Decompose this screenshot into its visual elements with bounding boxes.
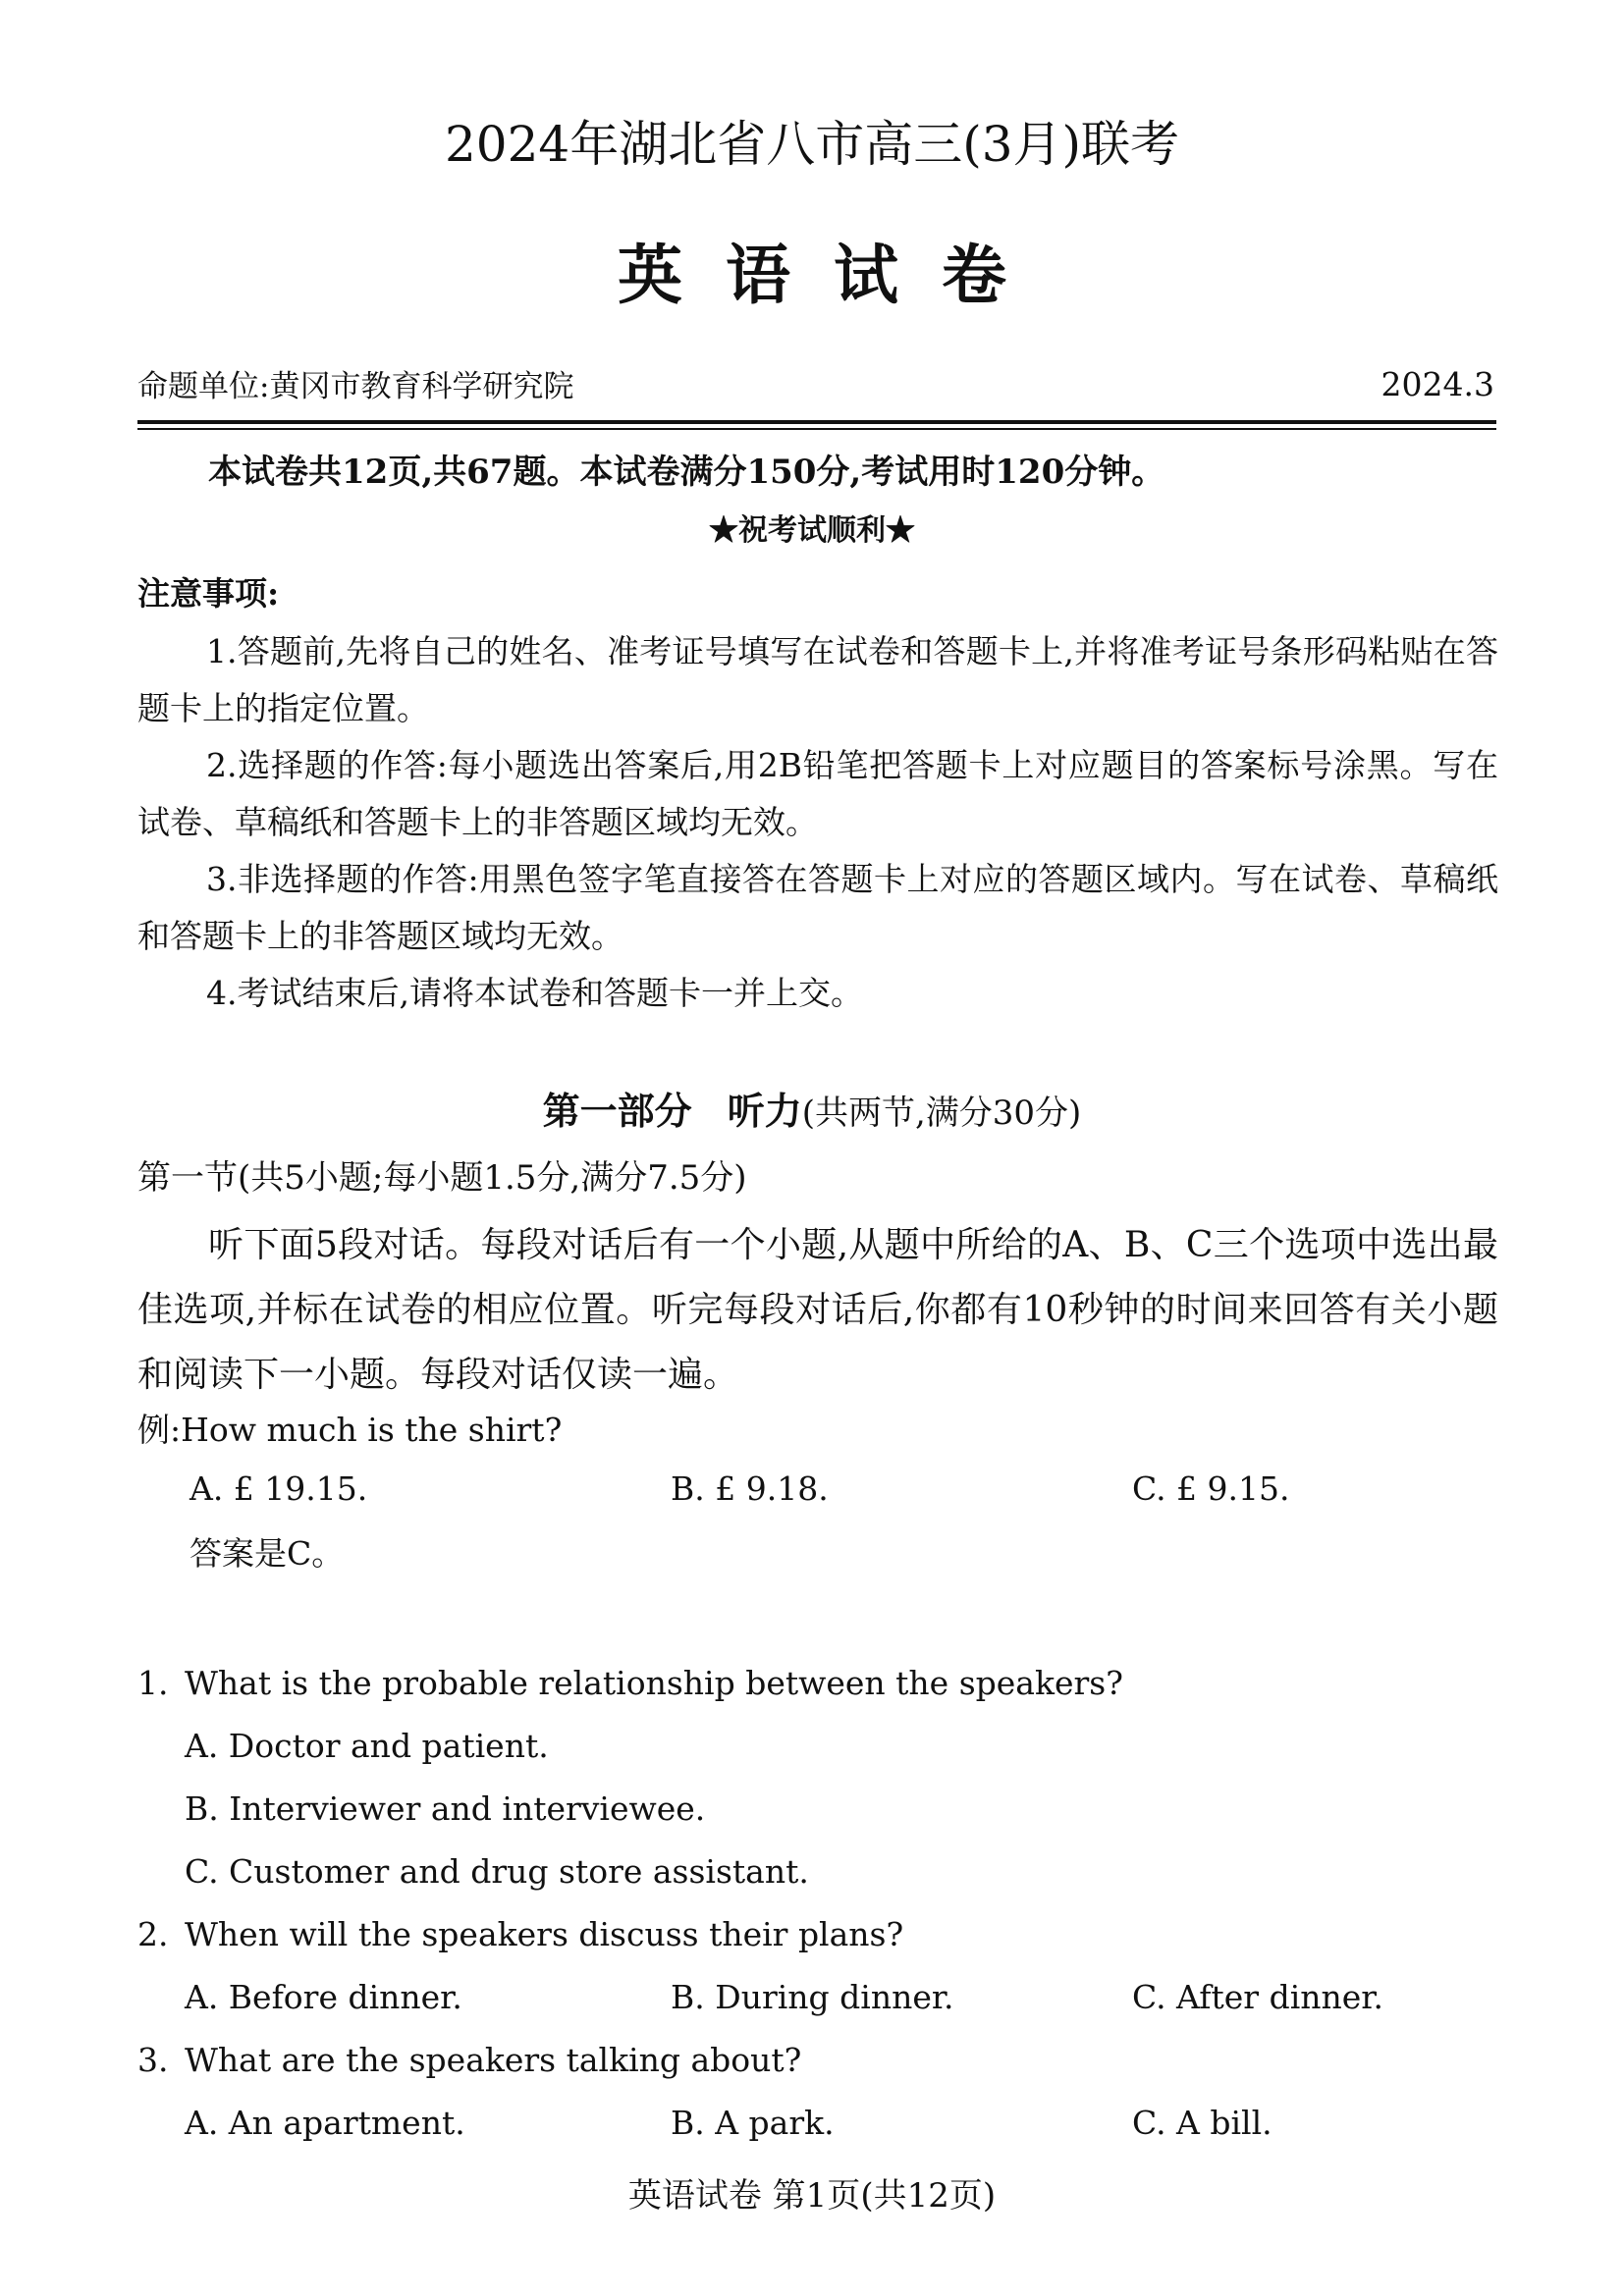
header-rule-thin bbox=[137, 428, 1496, 430]
question-text: When will the speakers discuss their plans? bbox=[185, 1915, 904, 1953]
part-label: 第一部分 bbox=[542, 1089, 692, 1133]
exam-info-line: 本试卷共12页,共67题。本试卷满分150分,考试用时120分钟。 bbox=[208, 453, 1165, 492]
example-answer: 答案是C。 bbox=[189, 1534, 345, 1573]
question-1 bbox=[137, 1657, 1123, 1710]
example-option-a: A. £ 19.15. bbox=[189, 1469, 368, 1508]
question-number: 1. bbox=[137, 1664, 169, 1702]
notice-list bbox=[137, 623, 1498, 1022]
directions-text: 听下面5段对话。每段对话后有一个小题,从题中所给的A、B、C三个选项中选出最佳选项,并标在试卷的相应位置。听完每段对话后,你都有10秒钟的时间来回答有关小题和阅读下一小题。每段对话仅读一遍。 bbox=[137, 1225, 1498, 1395]
question-2-option-b: B. During dinner. bbox=[671, 1978, 954, 2016]
part-sub: (共两节,满分30分) bbox=[801, 1094, 1082, 1133]
section-title: 第一节(共5小题;每小题1.5分,满分7.5分) bbox=[137, 1158, 747, 1198]
question-2-option-c: C. After dinner. bbox=[1132, 1978, 1383, 2016]
question-1-option-b: B. Interviewer and interviewee. bbox=[185, 1789, 706, 1828]
question-3 bbox=[137, 2034, 801, 2087]
notice-item: 1.答题前,先将自己的姓名、准考证号填写在试卷和答题卡上,并将准考证号条形码粘贴在答题卡上的指定位置。 bbox=[137, 632, 1498, 727]
notice-item: 2.选择题的作答:每小题选出答案后,用2B铅笔把答题卡上对应题目的答案标号涂黑。写在试卷、草稿纸和答题卡上的非答题区域均无效。 bbox=[137, 746, 1498, 841]
page-footer: 英语试卷 第1页(共12页) bbox=[627, 2176, 997, 2216]
blessing-line: ★祝考试顺利★ bbox=[709, 513, 915, 548]
question-3-option-b: B. A park. bbox=[671, 2104, 835, 2142]
question-text: What is the probable relationship between the speakers? bbox=[185, 1664, 1123, 1702]
question-3-option-c: C. A bill. bbox=[1132, 2104, 1272, 2142]
subject-title: 英语试卷 bbox=[618, 237, 1050, 313]
notice-item: 4.考试结束后,请将本试卷和答题卡一并上交。 bbox=[206, 974, 863, 1012]
question-3-option-a: A. An apartment. bbox=[185, 2104, 465, 2142]
exam-title: 2024年湖北省八市高三(3月)联考 bbox=[444, 116, 1180, 173]
notice-heading: 注意事项: bbox=[137, 574, 280, 613]
question-1-option-a: A. Doctor and patient. bbox=[185, 1727, 549, 1765]
example-option-c: C. £ 9.15. bbox=[1132, 1469, 1290, 1508]
part-name: 听力 bbox=[727, 1089, 802, 1133]
question-2 bbox=[137, 1908, 903, 1961]
question-number: 2. bbox=[137, 1915, 169, 1953]
header-rule-thick bbox=[137, 420, 1496, 424]
question-number: 3. bbox=[137, 2041, 169, 2079]
example-question: 例:How much is the shirt? bbox=[137, 1411, 563, 1449]
notice-item: 3.非选择题的作答:用黑色签字笔直接答在答题卡上对应的答题区域内。写在试卷、草稿纸和答题卡上的非答题区域均无效。 bbox=[137, 860, 1498, 955]
question-2-option-a: A. Before dinner. bbox=[185, 1978, 462, 2016]
question-1-option-c: C. Customer and drug store assistant. bbox=[185, 1852, 809, 1891]
part-title bbox=[0, 1084, 1624, 1141]
example-option-b: B. £ 9.18. bbox=[671, 1469, 829, 1508]
exam-date: 2024.3 bbox=[1380, 365, 1494, 403]
author-line: 命题单位:黄冈市教育科学研究院 bbox=[137, 369, 574, 404]
question-text: What are the speakers talking about? bbox=[185, 2041, 802, 2079]
